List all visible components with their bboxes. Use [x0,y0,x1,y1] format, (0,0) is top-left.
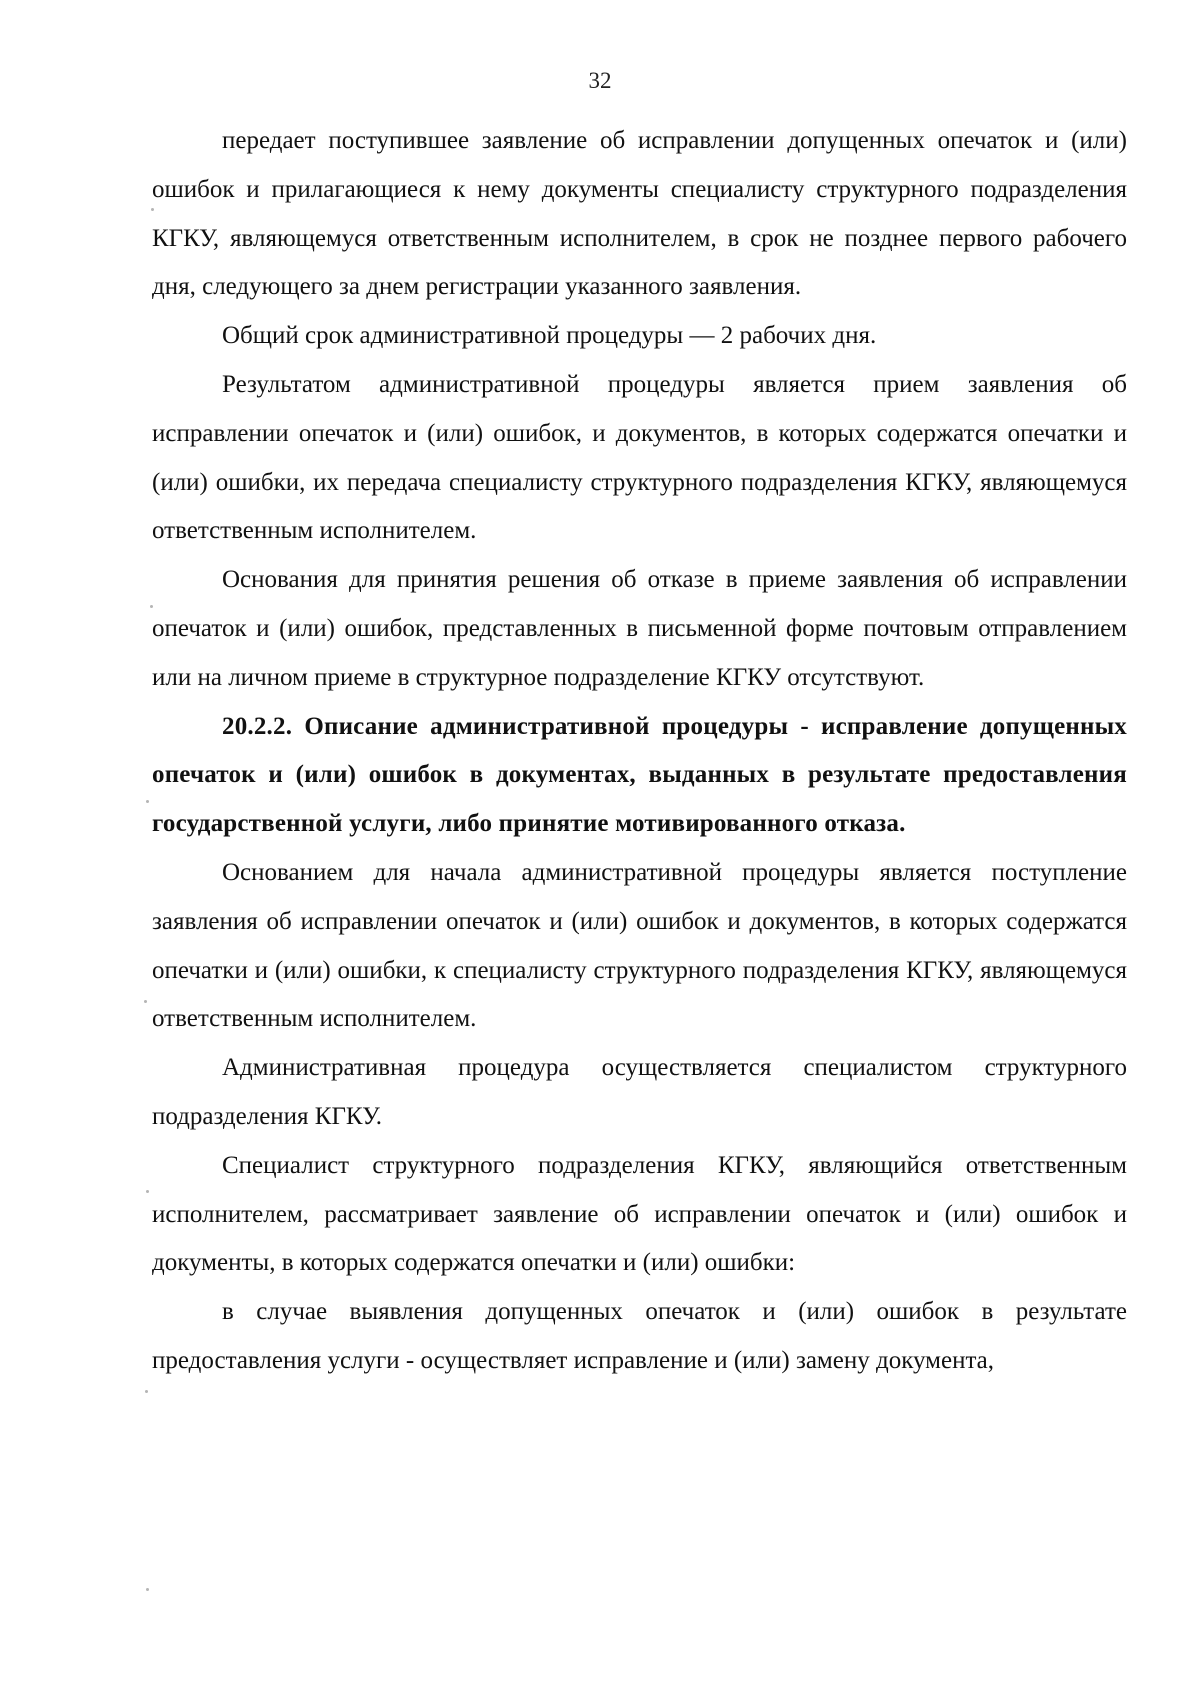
paragraph-procedure-performer: Административная процедура осуществляется специалистом структурного подразделения КГКУ. [152,1054,1127,1130]
paragraph-procedure-basis: Основанием для начала административной процедуры является поступление заявления об исправлении опечаток и (или) ошибок и документов, в которых содержатся опечатки и (или) ошибки, к специалисту структурного подразделения КГКУ, являющемуся ответственным исполнителем. [152,858,1127,1033]
paragraph-refusal-grounds: Основания для принятия решения об отказе в приеме заявления об исправлении опечаток и (или) ошибок, представленных в письменной форме почтовым отправлением или на личном приеме в структурное подразделение КГКУ отсутствуют. [152,566,1127,691]
scan-speck [145,1390,148,1393]
section-heading-20-2-2: 20.2.2. Описание административной процедуры - исправление допущенных опечаток и (или) ошибок в документах, выданных в результате предоставления государственной услуги, либо принятие мотивированного отказа. [152,712,1127,838]
paragraph-transfer-application: передает поступившее заявление об исправлении допущенных опечаток и (или) ошибок и прилагающиеся к нему документы специалисту структурного подразделения КГКУ, являющемуся ответственным исполнителем, в срок не позднее первого рабочего дня, следующего за днем регистрации указанного заявления. [152,127,1127,301]
scan-speck [144,1000,147,1003]
scan-speck [150,605,153,608]
paragraph-specialist-reviews: Специалист структурного подразделения КГКУ, являющийся ответственным исполнителем, рассматривает заявление об исправлении опечаток и (или) ошибок и документы, в которых содержатся опечатки и (или) ошибки: [152,1151,1127,1277]
paragraph-procedure-result: Результатом административной процедуры является прием заявления об исправлении опечаток и (или) ошибок, и документов, в которых содержатся опечатки и (или) ошибки, их передача специалисту структурного подразделения КГКУ, являющемуся ответственным исполнителем. [152,370,1127,545]
document-body [152,117,1127,1386]
paragraph-error-correction: в случае выявления допущенных опечаток и (или) ошибок в результате предоставления услуги - осуществляет исправление и (или) замену документа, [152,1298,1127,1374]
scan-speck [146,800,149,803]
scan-speck [146,1588,149,1591]
page-number: 32 [588,68,612,93]
scan-speck [146,1190,149,1193]
paragraph-total-term: Общий срок административной процедуры — 2 рабочих дня. [222,322,877,350]
scan-speck [151,208,154,211]
